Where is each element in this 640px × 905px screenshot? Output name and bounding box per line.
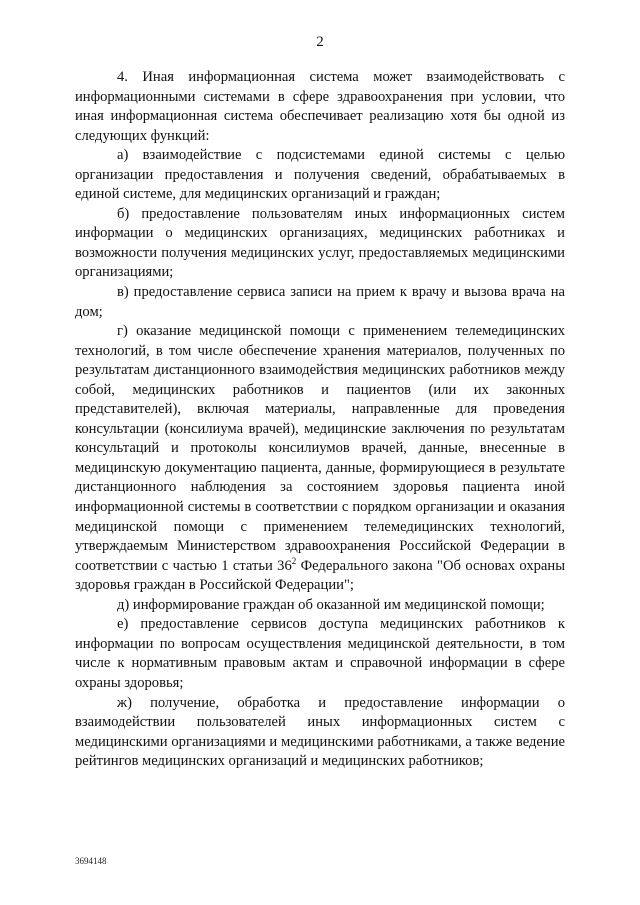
paragraph-subitem-a: а) взаимодействие с подсистемами единой системы с целью организации предоставления и получения сведений, обрабатываемых в единой системе, для медицинских организаций и граждан;	[75, 147, 565, 203]
article-superscript: 2	[291, 555, 297, 566]
paragraph-subitem-e: е) предоставление сервисов доступа медицинских работников к информации по вопросам осуществления медицинской деятельности, в том числе к нормативным правовым актам и справочной информации в сфере охраны здоровья;	[75, 616, 565, 691]
document-code: 3694148	[75, 856, 107, 866]
paragraph-subitem-g	[75, 322, 565, 596]
paragraph-subitem-g-text-start: г) оказание медицинской помощи с применением телемедицинских технологий, в том числе обеспечение хранения материалов, полученных по результатам дистанционного взаимодействия медицинских работников между собой, медицинских работников и пациентов (или их законных представителей), включая материалы, направленные для проведения консультации (консилиума врачей), медицинские заключения по результатам консультаций и протоколы консилиумов врачей, данные, внесенные в медицинскую документацию пациента, данные, формирующиеся в результате дистанционного наблюдения за состоянием здоровья пациента иной информационной системы в соответствии с порядком организации и оказания медицинской помощи с применением телемедицинских технологий, утверждаемым Министерством здравоохранения Российской Федерации в соответствии с частью 1 статьи 36	[75, 323, 565, 574]
paragraph-subitem-g-text-end: Федерального закона "Об основах охраны здоровья граждан в Российской Федерации";	[75, 557, 566, 594]
paragraph-subitem-v: в) предоставление сервиса записи на прием к врачу и вызова врача на дом;	[75, 284, 565, 320]
paragraph-item-4: 4. Иная информационная система может взаимодействовать с информационными системами в сфере здравоохранения при условии, что иная информационная система обеспечивает реализацию хотя бы одной из следующих функций:	[75, 69, 565, 144]
paragraph-subitem-d: д) информирование граждан об оказанной им медицинской помощи;	[117, 596, 545, 613]
paragraph-subitem-b: б) предоставление пользователям иных информационных систем информации о медицинских организациях, медицинских работниках и возможности получения медицинских услуг, предоставляемых медицинскими организациями;	[75, 205, 565, 281]
paragraph-subitem-zh: ж) получение, обработка и предоставление информации о взаимодействии пользователей иных информационных систем с медицинскими организациями и медицинскими работниками, а также ведение рейтингов медицинских организаций и медицинских работников;	[75, 694, 565, 770]
page-number: 2	[316, 34, 324, 50]
document-body	[75, 68, 565, 772]
